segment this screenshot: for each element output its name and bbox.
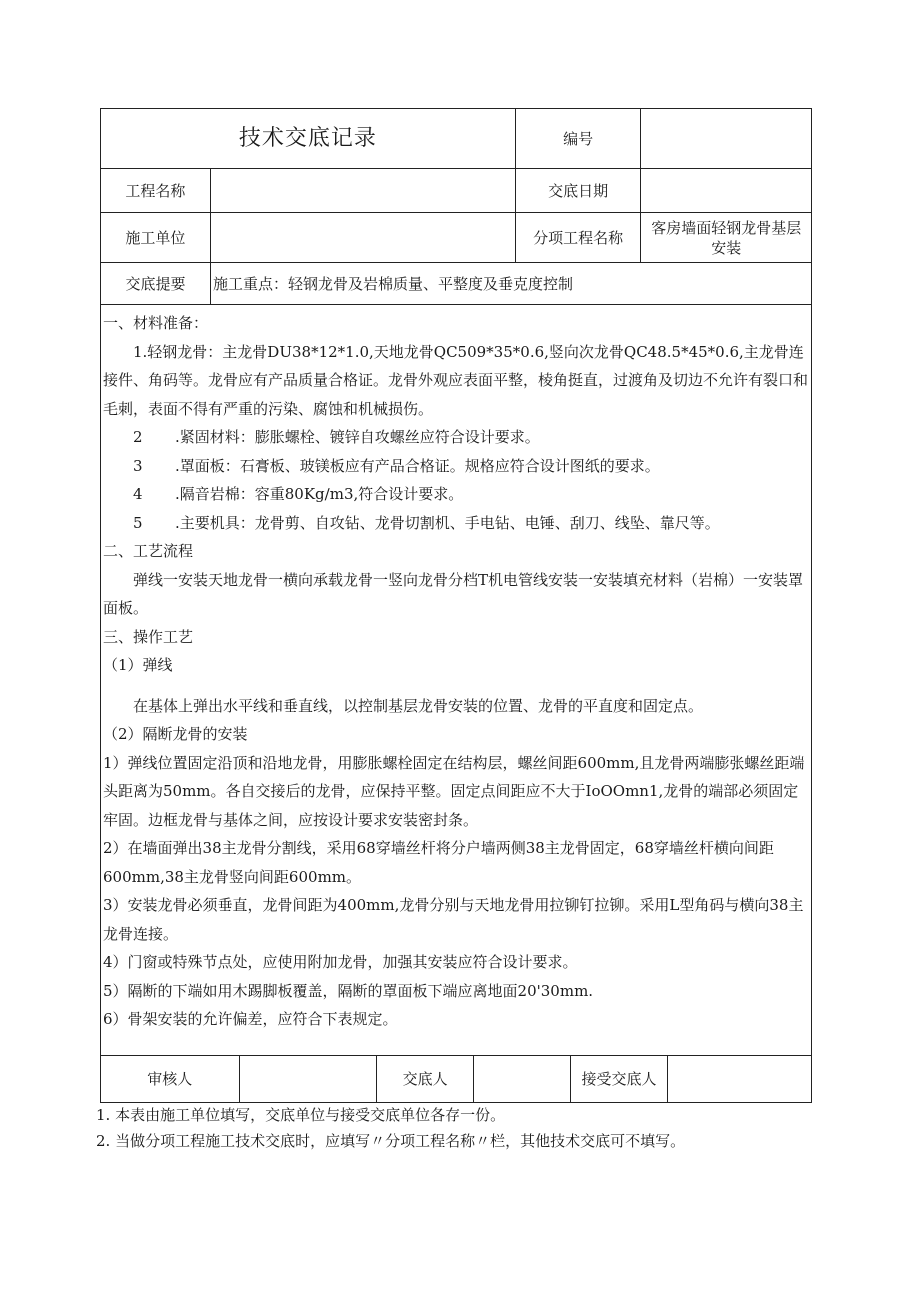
unit-label: 施工单位 (101, 213, 211, 262)
summary-label: 交底提要 (101, 263, 211, 304)
installation-item: 4）门窗或特殊节点处，应使用附加龙骨，加强其安装应符合设计要求。 (103, 953, 578, 971)
subsection-2-title: （2）隔断龙骨的安装 (103, 725, 248, 743)
project-name-row (101, 169, 811, 213)
material-item-text: .紧固材料：膨胀螺栓、镀锌自攻螺丝应符合设计要求。 (175, 428, 540, 446)
footnotes (96, 1102, 816, 1154)
receiver-signature[interactable] (668, 1056, 811, 1102)
unit-row (101, 213, 811, 263)
footnote: 2. 当做分项工程施工技术交底时，应填写〃分项工程名称〃栏，其他技术交底可不填写。 (96, 1132, 686, 1150)
disclosure-record-table (100, 108, 812, 1103)
record-title: 技术交底记录 (101, 109, 516, 168)
material-item (103, 452, 809, 481)
installation-item: 5）隔断的下端如用木踢脚板覆盖，隔断的罩面板下端应离地面20'30mm. (103, 981, 594, 1000)
material-item-number: 3 (133, 456, 143, 475)
material-item-number: 2 (133, 428, 143, 446)
material-item-number: 5 (133, 513, 143, 532)
reviewer-label: 审核人 (101, 1056, 240, 1102)
subproject-value[interactable]: 客房墙面轻钢龙骨基层安装 (651, 218, 802, 257)
section-2-paragraph: 弹线一安装天地龙骨一横向承载龙骨一竖向龙骨分档T机电管线安装一安装填充材料（岩棉）一安装罩面板。 (103, 570, 804, 617)
section-3-title: 三、操作工艺 (103, 627, 194, 646)
material-item-text: .罩面板：石膏板、玻镁板应有产品合格证。规格应符合设计图纸的要求。 (175, 456, 660, 475)
section-1-paragraph: 1.轻钢龙骨：主龙骨DU38*12*1.0,天地龙骨QC509*35*0.6,竖向次龙骨QC48.5*45*0.6,主龙骨连接件、角码等。龙骨应有产品质量合格证。龙骨外观应表面平整，棱角挺直，过渡角及切边不允许有裂口和毛刺，表面不得有严重的污染、腐蚀和机械损伤。 (103, 342, 809, 418)
project-name-value[interactable] (211, 169, 516, 212)
number-value[interactable] (641, 109, 811, 168)
installation-item: 3）安装龙骨必须垂直，龙骨间距为400mm,龙骨分别与天地龙骨用拉铆钉拉铆。采用L型角码与横向38主龙骨连接。 (103, 896, 804, 943)
subsection-1-title: （1）弹线 (103, 656, 173, 674)
date-label: 交底日期 (516, 169, 642, 212)
summary-row (101, 263, 811, 305)
material-item (103, 509, 809, 538)
project-name-label: 工程名称 (101, 169, 211, 212)
number-label: 编号 (516, 109, 642, 168)
signature-row (101, 1056, 811, 1102)
footnote: 1. 本表由施工单位填写，交底单位与接受交底单位各存一份。 (96, 1106, 506, 1124)
subproject-label: 分项工程名称 (516, 213, 642, 262)
material-item-text: .主要机具：龙骨剪、自攻钻、龙骨切割机、手电钻、电锤、刮刀、线坠、靠尺等。 (175, 513, 720, 532)
disclosure-content (101, 305, 811, 1055)
reviewer-signature[interactable] (240, 1056, 378, 1102)
discloser-signature[interactable] (474, 1056, 571, 1102)
material-item-number: 4 (133, 485, 143, 503)
title-row (101, 109, 811, 169)
section-1-title: 一、材料准备： (103, 314, 209, 332)
discloser-label: 交底人 (377, 1056, 474, 1102)
installation-item: 6）骨架安装的允许偏差，应符合下表规定。 (103, 1010, 398, 1028)
receiver-label: 接受交底人 (571, 1056, 669, 1102)
material-item (103, 423, 809, 452)
unit-value[interactable] (211, 213, 516, 262)
material-item (103, 480, 809, 509)
date-value[interactable] (641, 169, 811, 212)
subsection-1-paragraph: 在基体上弹出水平线和垂直线，以控制基层龙骨安装的位置、龙骨的平直度和固定点。 (133, 696, 704, 715)
material-item-text: .隔音岩棉：容重80Kg∕m3,符合设计要求。 (175, 485, 464, 503)
content-row (101, 305, 811, 1056)
section-2-title: 二、工艺流程 (103, 542, 194, 560)
installation-item: 2）在墙面弹出38主龙骨分割线，采用68穿墙丝杆将分户墙两侧38主龙骨固定，68穿墙丝杆横向间距600mm,38主龙骨竖向间距600mm。 (103, 839, 774, 886)
summary-value[interactable]: 施工重点：轻钢龙骨及岩棉质量、平整度及垂克度控制 (213, 274, 574, 293)
installation-item: 1）弹线位置固定沿顶和沿地龙骨，用膨胀螺栓固定在结构层，螺丝间距600mm,且龙骨两端膨张螺丝距端头距离为50mm。各自交接后的龙骨，应保持平整。固定点间距应不大于IoOOmn1,龙骨的端部必须固定牢固。边框龙骨与基体之间，应按设计要求安装密封条。 (103, 753, 805, 829)
